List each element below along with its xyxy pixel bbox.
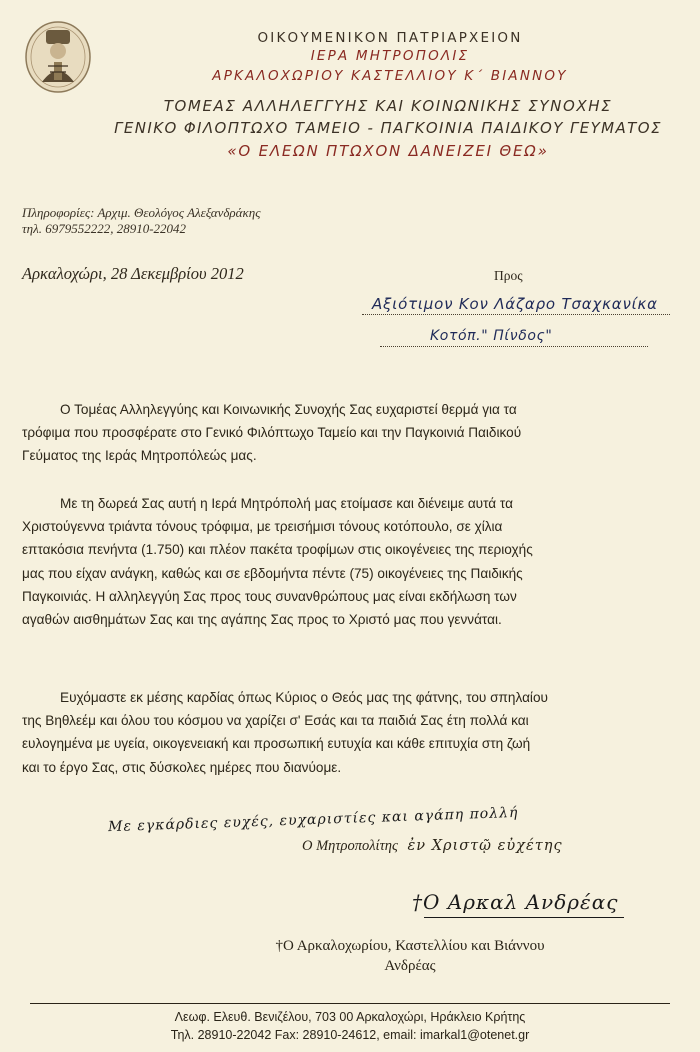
paragraph-line: ευλογημένα με υγεία, οικογενειακή και προσωπική ευτυχία και κάθε επιτυχία στη ζωή [22, 736, 531, 752]
paragraph-line: Γεύματος της Ιεράς Μητροπόλεώς μας. [22, 448, 257, 464]
address-dotted-line-1 [362, 314, 670, 315]
letter-date: Αρκαλοχώρι, 28 Δεκεμβρίου 2012 [22, 264, 244, 283]
header-patriarchate: ΟΙΚΟΥΜΕΝΙΚΟΝ ΠΑΤΡΙΑΡΧΕΙΟΝ [257, 30, 523, 46]
closing-metropolitan-label [302, 838, 563, 855]
paragraph-thanks [22, 398, 672, 468]
paragraph-line: τρόφιμα που προσφέρατε στο Γενικό Φιλόπτωχο Ταμείο και την Παγκοινιά Παιδικού [22, 425, 522, 441]
closing-handwritten-wishes: Με εγκάρδιες ευχές, ευχαριστίες και αγάπη πολλή [107, 804, 519, 836]
paragraph-line: μας που είχαν ανάγκη, καθώς και σε εβδομήντα πέντε (75) οικογένειες της Παιδικής [22, 565, 523, 581]
paragraph-line: αγαθών αισθημάτων Σας και της αγάπης Σας προς το Χριστό μας που γεννάται. [22, 611, 502, 627]
paragraph-line: Ευχόμαστε εκ μέσης καρδίας όπως Κύριος ο Θεός μας της φάτνης, του σπηλαίου [60, 690, 548, 705]
bishop-name: Ανδρέας [384, 958, 436, 974]
paragraph-line: Ο Τομέας Αλληλεγγύης και Κοινωνικής Συνοχής Σας ευχαριστεί θερμά για τα [60, 402, 517, 417]
recipient-label: Προς [494, 268, 523, 283]
header-metropolis: ΙΕΡΑ ΜΗΤΡΟΠΟΛΙΣ [310, 48, 470, 64]
address-dotted-line-2 [380, 346, 648, 347]
paragraph-line: και το έργο Σας, στις δύσκολες ημέρες που διανύομε. [22, 759, 342, 775]
paragraph-donation [22, 492, 672, 631]
recipient-company-handwritten: Κοτόπ." Πίνδος" [430, 328, 553, 344]
closing-handwritten-blessing: ἐν Χριστῷ εὐχέτης [407, 838, 563, 854]
closing-printed-label: Ο Μητροπολίτης [302, 838, 398, 854]
paragraph-line: της Βηθλεέμ και όλου του κόσμου να χαρίζει σ' Εσάς και τα παιδιά Σας έτη πολλά και [22, 713, 529, 729]
paragraph-line: Με τη δωρεά Σας αυτή η Ιερά Μητρόπολή μας ετοίμασε και διένειμε αυτά τα [60, 496, 513, 511]
footer-address: Λεωφ. Ελευθ. Βενιζέλου, 703 00 Αρκαλοχώρι, Ηράκλειο Κρήτης [174, 1010, 526, 1024]
recipient-name-handwritten: Αξιότιμον Κον Λάζαρο Τσαχκανίκα [372, 295, 658, 313]
bishop-title: †Ο Αρκαλοχωρίου, Καστελλίου και Βιάννου [275, 938, 545, 954]
footer-divider [30, 1003, 670, 1004]
header-metropolis-name: ΑΡΚΑΛΟΧΩΡΙΟΥ ΚΑΣΤΕΛΛΙΟΥ Κ΄ ΒΙΑΝΝΟΥ [212, 68, 568, 84]
header-sector: ΤΟΜΕΑΣ ΑΛΛΗΛΕΓΓΥΗΣ ΚΑΙ ΚΟΙΝΩΝΙΚΗΣ ΣΥΝΟΧΗΣ [163, 97, 613, 115]
footer-contacts: Τηλ. 28910-22042 Fax: 28910-24612, email: imarkal1@otenet.gr [170, 1028, 530, 1042]
paragraph-line: επτακόσια πενήντα (1.750) και πλέον πακέτα τροφίμων στις οικογένειες της περιοχής [22, 542, 533, 558]
info-phone: τηλ. 6979552222, 28910-22042 [22, 221, 187, 236]
signature-underline [424, 917, 624, 918]
bishop-signature: †Ο Αρκαλ Ανδρέας [412, 890, 619, 914]
paragraph-wishes [22, 686, 672, 779]
header-motto: «Ο ΕΛΕΩΝ ΠΤΩΧΟΝ ΔΑΝΕΙΖΕΙ ΘΕΩ» [227, 142, 549, 160]
header-fund: ΓΕΝΙΚΟ ΦΙΛΟΠΤΩΧΟ ΤΑΜΕΙΟ - ΠΑΓΚΟΙΝΙΑ ΠΑΙΔΙΚΟΥ ΓΕΥΜΑΤΟΣ [114, 119, 662, 137]
paragraph-line: Παγκοινιάς. Η αλληλεγγύη Σας προς τους συνανθρώπους μας είναι εκδήλωση των [22, 588, 517, 604]
paragraph-line: Χριστούγεννα τριάντα τόνους τρόφιμα, με τρεισήμισι τόνους κοτόπουλο, σε χίλια [22, 519, 503, 535]
info-contact-person: Πληροφορίες: Αρχιμ. Θεολόγος Αλεξανδράκης [22, 205, 261, 220]
